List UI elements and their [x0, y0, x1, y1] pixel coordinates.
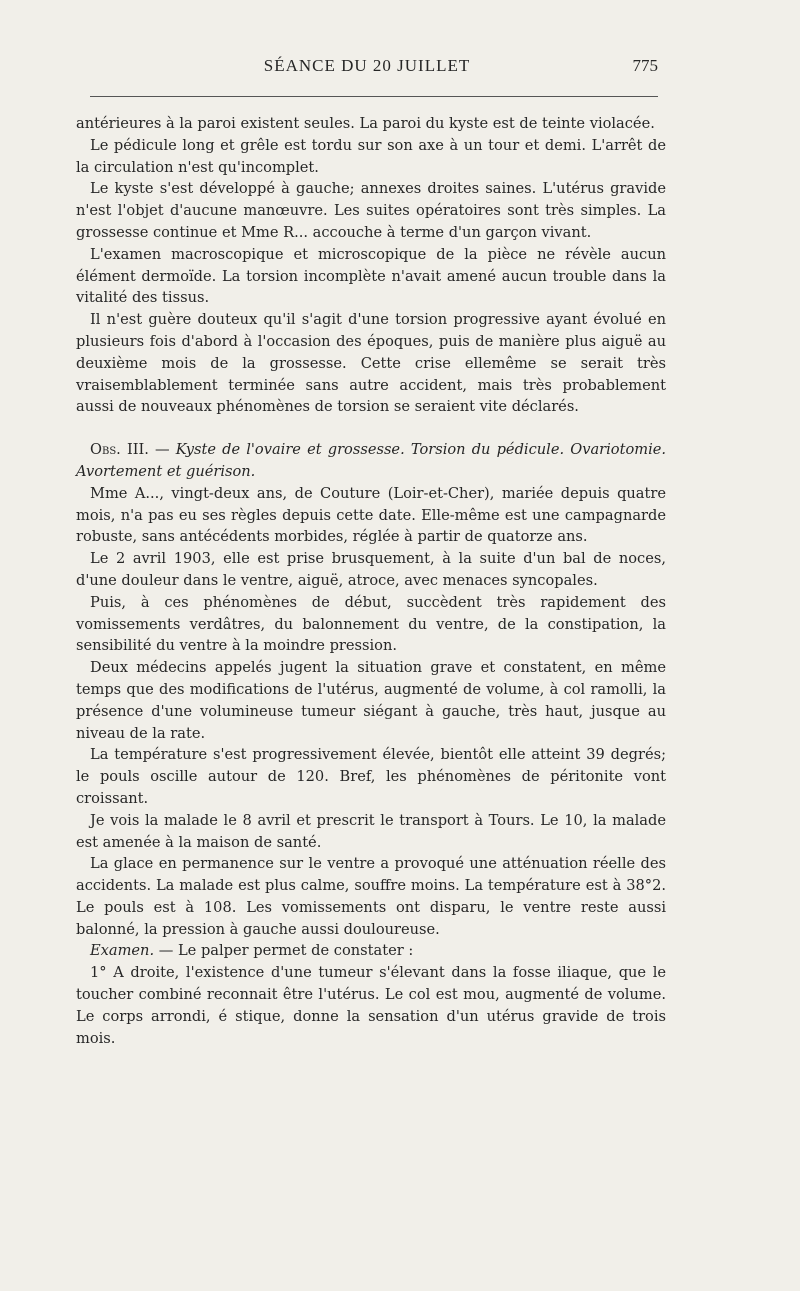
paragraph: Il n'est guère douteux qu'il s'agit d'une torsion progressive ayant évolué en plusieurs fois d'abord à l'occasion des époques, puis de manière plus aiguë au deuxième mois de la grossesse. Cette crise ellemême se serait très vraisemblablement terminée sans autre accident, mais très probablement aussi de nouveaux phénomènes de torsion se seraient vite déclarés. — [76, 311, 666, 416]
paragraph: La glace en permanence sur le ventre a provoqué une atténuation réelle des accidents. La malade est plus calme, souffre moins. La température est à 38°2. Le pouls est à 108. Les vomissements ont disparu, le ventre reste aussi balonné, la pression à gauche aussi douloureuse. — [76, 855, 666, 938]
paragraph: Puis, à ces phénomènes de début, succèdent très rapidement des vomissements verdâtres, du balonnement du ventre, de la constipation, la sensibilité du ventre à la moindre pression. — [76, 593, 666, 655]
header-rule — [90, 96, 658, 97]
paragraph: Le pédicule long et grêle est tordu sur son axe à un tour et demi. L'arrêt de la circulation n'est qu'incomplet. — [76, 136, 666, 176]
observation-heading — [76, 439, 666, 483]
observation-title: Kyste de l'ovaire et grossesse. Torsion du pédicule. Ovariotomie. Avortement et guérison. — [76, 441, 667, 480]
section-title: SÉANCE DU 20 JUILLET — [263, 56, 471, 75]
examen-label: Examen. — [90, 942, 155, 960]
section-gap — [76, 418, 666, 439]
paragraph: Je vois la malade le 8 avril et prescrit le transport à Tours. Le 10, la malade est amenée à la maison de santé. — [76, 811, 666, 851]
paragraph: Le kyste s'est développé à gauche; annexes droites saines. L'utérus gravide n'est l'objet d'aucune manœuvre. Les suites opératoires sont très simples. La grossesse continue et Mme R... accouche à terme d'un garçon vivant. — [76, 180, 666, 241]
paragraph: Le 2 avril 1903, elle est prise brusquement, à la suite d'un bal de noces, d'une douleur dans le ventre, aiguë, atroce, avec menaces syncopales. — [76, 550, 666, 589]
examen-text: — Le palper permet de constater : — [154, 942, 414, 960]
paragraph: antérieures à la paroi existent seules. La paroi du kyste est de teinte violacée. — [76, 115, 655, 132]
paragraph: L'examen macroscopique et microscopique de la pièce ne révèle aucun élément dermoïde. La torsion incomplète n'avait amené aucun trouble dans la vitalité des tissus. — [76, 245, 666, 307]
body-text — [76, 113, 666, 1049]
page-number: 775 — [632, 56, 658, 75]
examen-paragraph — [76, 940, 666, 962]
paragraph: 1° A droite, l'existence d'une tumeur s'élevant dans la fosse iliaque, que le toucher combiné reconnait être l'utérus. Le col est mou, augmenté de volume. Le corps arrondi, é stique, donne la sensation d'un utérus gravide de trois mois. — [76, 964, 666, 1047]
paragraph: La température s'est progressivement élevée, bientôt elle atteint 39 degrés; le pouls oscille autour de 120. Bref, les phénomènes de péritonite vont croissant. — [76, 746, 666, 807]
paragraph: Mme A..., vingt-deux ans, de Couture (Loir-et-Cher), mariée depuis quatre mois, n'a pas eu ses règles depuis cette date. Elle-même est une campagnarde robuste, sans antécédents morbides, réglée à partir de quatorze ans. — [76, 484, 666, 546]
observation-label: Obs. III. — [90, 441, 149, 459]
paragraph: Deux médecins appelés jugent la situation grave et constatent, en même temps que des modifications de l'utérus, augmenté de volume, à col ramolli, la présence d'une volumineuse tumeur siégant à gauche, très haut, jusque au niveau de la rate. — [76, 659, 666, 742]
running-header — [76, 56, 658, 84]
observation-dash: — — [148, 441, 176, 459]
